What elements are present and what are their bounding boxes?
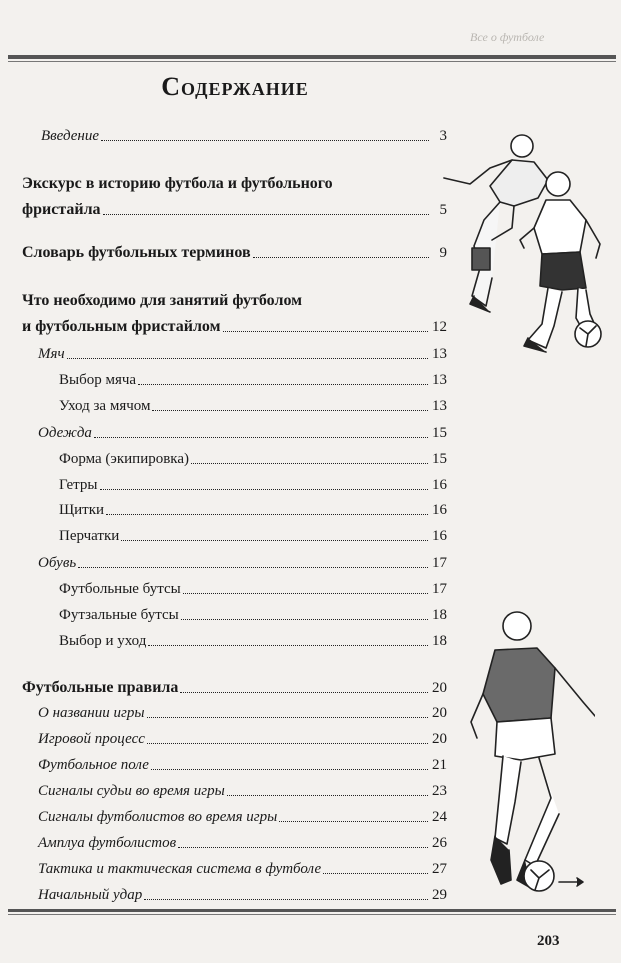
- leader-dots: [138, 384, 428, 385]
- leader-dots: [78, 567, 428, 568]
- running-head: Все о футболе: [470, 30, 545, 44]
- toc-entry-label: Одежда: [38, 425, 92, 441]
- toc-entry-label: Футзальные бутсы: [59, 607, 179, 623]
- toc-entry-label: Выбор и уход: [59, 633, 147, 649]
- toc-entry[interactable]: [22, 679, 447, 697]
- toc-entry-label: Введение: [41, 128, 99, 144]
- toc-entry-page: 26: [432, 835, 447, 851]
- toc-entry-label: Тактика и тактическая система в футболе: [38, 861, 322, 877]
- dribbling-player-illustration: [455, 598, 595, 898]
- toc-entry[interactable]: [59, 527, 447, 545]
- top-rule-thin: [8, 61, 616, 62]
- toc-entry-page: 13: [432, 346, 447, 362]
- leader-dots: [178, 847, 428, 848]
- toc-entry[interactable]: [38, 704, 447, 722]
- toc-entry[interactable]: [22, 318, 447, 336]
- toc-entry-page: 13: [432, 398, 447, 414]
- leader-dots: [147, 717, 429, 718]
- bottom-rule-thin: [8, 914, 616, 915]
- leader-dots: [67, 358, 428, 359]
- leader-dots: [101, 140, 429, 141]
- toc-entry[interactable]: [59, 580, 447, 598]
- leader-dots: [151, 769, 428, 770]
- toc-entry-page: 15: [432, 451, 447, 467]
- toc-entry-page: 13: [432, 372, 447, 388]
- toc-entry-page: 17: [432, 555, 447, 571]
- toc-entry[interactable]: [59, 450, 447, 468]
- leader-dots: [103, 214, 429, 215]
- toc-entry-page: 23: [432, 783, 447, 799]
- toc-entry-label: Щитки: [59, 502, 105, 518]
- toc-entry-page: 16: [432, 502, 447, 518]
- toc-entry-label: Начальный удар: [38, 887, 143, 903]
- leader-dots: [144, 899, 428, 900]
- toc-entry-label: Футбольные бутсы: [59, 581, 181, 597]
- leader-dots: [180, 692, 428, 693]
- toc-entry-label: Игровой процесс: [38, 731, 145, 747]
- toc-entry-page: 17: [432, 581, 447, 597]
- leader-dots: [152, 410, 428, 411]
- toc-entry-page: 18: [432, 633, 447, 649]
- leader-dots: [223, 331, 428, 332]
- toc-entry[interactable]: [59, 397, 447, 415]
- toc-entry[interactable]: [22, 201, 447, 219]
- toc-entry-label: Гетры: [59, 477, 98, 493]
- toc-entry-page: 15: [432, 425, 447, 441]
- toc-entry-page: 16: [432, 477, 447, 493]
- toc-entry-label: Уход за мячом: [59, 398, 151, 414]
- toc-chapter-line[interactable]: Что необходимо для занятий футболом: [22, 292, 303, 309]
- leader-dots: [94, 437, 428, 438]
- toc-entry-page: 9: [439, 245, 447, 261]
- toc-entry-page: 18: [432, 607, 447, 623]
- toc-entry-page: 20: [432, 680, 447, 696]
- toc-entry[interactable]: [38, 782, 447, 800]
- toc-entry[interactable]: [38, 808, 447, 826]
- toc-chapter-line[interactable]: Экскурс в историю футбола и футбольного: [22, 175, 333, 192]
- toc-entry[interactable]: [22, 244, 447, 262]
- toc-entry[interactable]: [59, 632, 447, 650]
- toc-entry-label: Перчатки: [59, 528, 120, 544]
- toc-entry-page: 29: [432, 887, 447, 903]
- two-players-drawing: [430, 128, 610, 358]
- toc-entry-label: и футбольным фристайлом: [22, 318, 221, 335]
- leader-dots: [100, 489, 428, 490]
- toc-entry[interactable]: [59, 476, 447, 494]
- toc-entry-page: 20: [432, 731, 447, 747]
- toc-entry-label: Футбольное поле: [38, 757, 149, 773]
- toc-entry[interactable]: [38, 756, 447, 774]
- toc-entry-page: 27: [432, 861, 447, 877]
- page-title: Содержание: [161, 72, 309, 101]
- toc-entry-page: 24: [432, 809, 447, 825]
- toc-entry[interactable]: [38, 424, 447, 442]
- leader-dots: [279, 821, 428, 822]
- leader-dots: [121, 540, 428, 541]
- leader-dots: [148, 645, 428, 646]
- toc-entry-page: 3: [439, 128, 447, 144]
- dribbling-player-drawing: [455, 598, 595, 898]
- leader-dots: [323, 873, 428, 874]
- toc-entry[interactable]: [38, 730, 447, 748]
- leader-dots: [183, 593, 428, 594]
- leader-dots: [181, 619, 428, 620]
- toc-entry-page: 20: [432, 705, 447, 721]
- toc-entry[interactable]: [59, 501, 447, 519]
- toc-entry-page: 21: [432, 757, 447, 773]
- toc-entry-label: Сигналы футболистов во время игры: [38, 809, 278, 825]
- leader-dots: [253, 257, 429, 258]
- toc-entry[interactable]: [38, 345, 447, 363]
- bottom-rule: [8, 909, 616, 912]
- toc-entry[interactable]: [38, 834, 447, 852]
- toc-entry-label: Форма (экипировка): [59, 451, 190, 467]
- page-number: 203: [537, 933, 560, 949]
- toc-entry-label: Обувь: [38, 555, 77, 571]
- toc-entry[interactable]: [59, 371, 447, 389]
- leader-dots: [106, 514, 428, 515]
- toc-entry-label: Сигналы судьи во время игры: [38, 783, 225, 799]
- toc-entry-label: фристайла: [22, 201, 101, 218]
- toc-entry-label: Амплуа футболистов: [38, 835, 177, 851]
- leader-dots: [191, 463, 428, 464]
- toc-entry[interactable]: [38, 886, 447, 904]
- toc-entry-page: 5: [439, 202, 447, 218]
- leader-dots: [227, 795, 428, 796]
- toc-entry-label: Мяч: [38, 346, 65, 362]
- leader-dots: [147, 743, 428, 744]
- top-rule: [8, 55, 616, 59]
- toc-entry[interactable]: [59, 606, 447, 624]
- toc-entry-label: О названии игры: [38, 705, 145, 721]
- toc-entry[interactable]: [41, 127, 447, 145]
- two-players-illustration: [430, 128, 610, 358]
- toc-entry[interactable]: [38, 860, 447, 878]
- toc-entry-label: Выбор мяча: [59, 372, 137, 388]
- toc-entry-label: Словарь футбольных терминов: [22, 244, 251, 261]
- toc-entry-label: Футбольные правила: [22, 679, 179, 696]
- toc-entry-page: 12: [432, 319, 447, 335]
- toc-entry-page: 16: [432, 528, 447, 544]
- toc-entry[interactable]: [38, 554, 447, 572]
